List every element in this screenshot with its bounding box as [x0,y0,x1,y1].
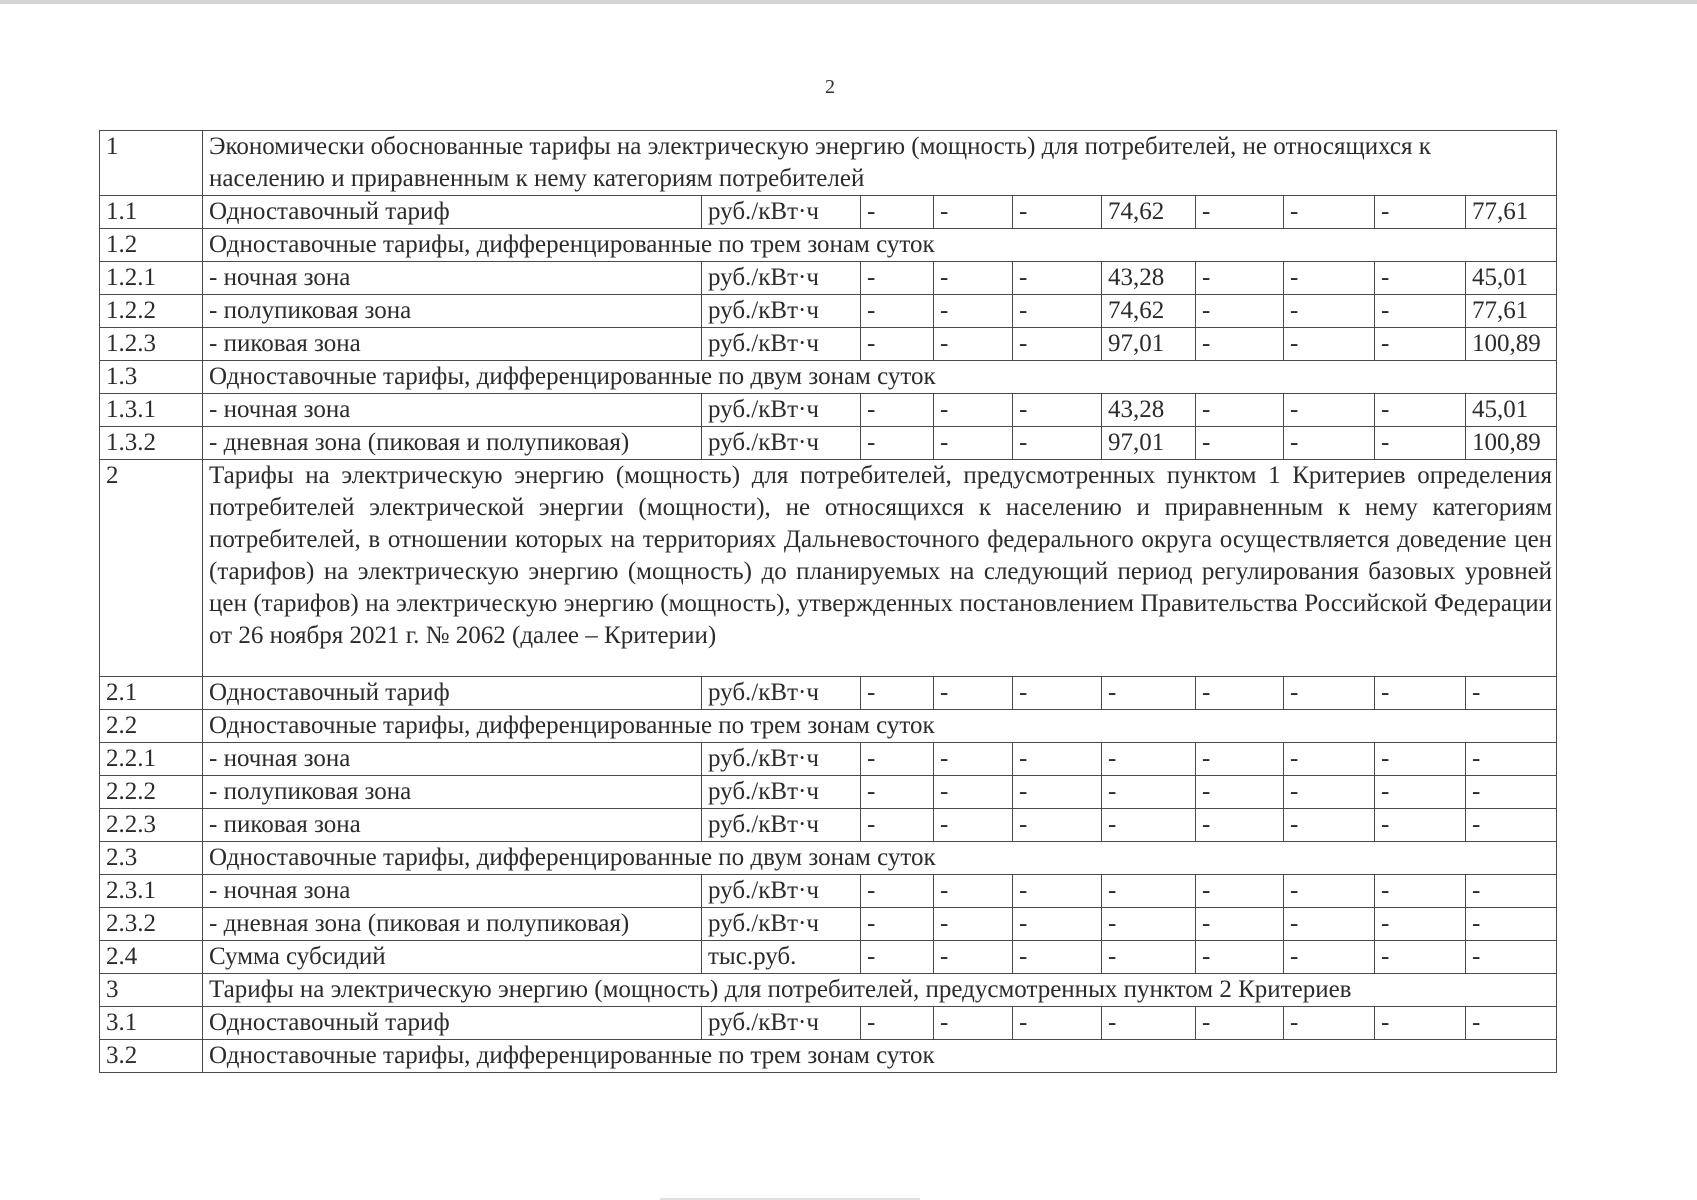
data-row [100,908,1557,941]
value-cell: - [1284,809,1375,842]
value-cell: - [934,328,1013,361]
value-cell: 97,01 [1102,328,1196,361]
value-cell: - [1102,941,1196,974]
value-cell: - [934,262,1013,295]
value-cell: - [1196,677,1284,710]
value-cell: - [1375,809,1466,842]
value-cell: - [934,743,1013,776]
value-cell: 43,28 [1102,394,1196,427]
row-number-cell: 1.2.2 [100,295,203,328]
row-number-cell: 2.1 [100,677,203,710]
value-cell: - [1284,196,1375,229]
value-cell: - [1196,328,1284,361]
value-cell: - [1466,776,1557,809]
value-cell: - [1196,262,1284,295]
value-cell: - [1466,743,1557,776]
value-cell: - [934,1007,1013,1040]
value-cell: - [934,776,1013,809]
value-cell: - [861,328,934,361]
value-cell: - [1013,743,1102,776]
section-heading-cell: Одноставочные тарифы, дифференцированные по двум зонам суток [203,361,1557,394]
value-cell: - [1284,394,1375,427]
row-number-cell: 2.2.3 [100,809,203,842]
value-cell: - [1196,196,1284,229]
data-row [100,941,1557,974]
value-cell: - [1196,394,1284,427]
row-number-cell: 1 [100,131,203,196]
value-cell: - [1466,677,1557,710]
value-cell: - [1196,776,1284,809]
value-cell: - [1375,1007,1466,1040]
value-cell: - [1284,776,1375,809]
row-number-cell: 3 [100,974,203,1007]
value-cell: - [1102,1007,1196,1040]
unit-cell: руб./кВт·ч [702,196,861,229]
tariff-name-cell: - ночная зона [203,394,702,427]
section-row [100,131,1557,196]
value-cell: - [861,427,934,460]
unit-cell: руб./кВт·ч [702,875,861,908]
row-number-cell: 1.2.3 [100,328,203,361]
value-cell: - [1284,875,1375,908]
value-cell: - [1013,427,1102,460]
section-row [100,974,1557,1007]
row-number-cell: 3.1 [100,1007,203,1040]
data-row [100,743,1557,776]
value-cell: - [1466,809,1557,842]
value-cell: - [1013,328,1102,361]
row-number-cell: 2.3.2 [100,908,203,941]
value-cell: - [1284,427,1375,460]
tariff-name-cell: - пиковая зона [203,809,702,842]
value-cell: - [1196,295,1284,328]
tariff-name-cell: - ночная зона [203,262,702,295]
value-cell: - [934,394,1013,427]
unit-cell: руб./кВт·ч [702,809,861,842]
data-row [100,677,1557,710]
unit-cell: руб./кВт·ч [702,776,861,809]
value-cell: - [861,394,934,427]
value-cell: - [1013,295,1102,328]
unit-cell: руб./кВт·ч [702,743,861,776]
value-cell: 77,61 [1466,196,1557,229]
unit-cell: руб./кВт·ч [702,295,861,328]
value-cell: - [934,427,1013,460]
value-cell: - [1375,941,1466,974]
value-cell: - [1375,196,1466,229]
value-cell: - [1196,908,1284,941]
value-cell: - [1375,262,1466,295]
row-number-cell: 2.3 [100,842,203,875]
value-cell: - [1284,743,1375,776]
value-cell: - [1284,328,1375,361]
value-cell: 97,01 [1102,427,1196,460]
value-cell: - [1284,941,1375,974]
value-cell: - [861,875,934,908]
tariff-name-cell: - дневная зона (пиковая и полупиковая) [203,427,702,460]
value-cell: - [1013,677,1102,710]
tariff-name-cell: - пиковая зона [203,328,702,361]
tariff-name-cell: - ночная зона [203,743,702,776]
tariff-table-body [100,131,1557,1073]
value-cell: 77,61 [1466,295,1557,328]
value-cell: - [1013,809,1102,842]
row-number-cell: 1.3 [100,361,203,394]
tariff-name-cell: - ночная зона [203,875,702,908]
value-cell: - [861,196,934,229]
unit-cell: руб./кВт·ч [702,262,861,295]
tariff-name-cell: - полупиковая зона [203,776,702,809]
value-cell: - [934,809,1013,842]
tariff-name-cell: - полупиковая зона [203,295,702,328]
data-row [100,328,1557,361]
section-row [100,1040,1557,1073]
tariff-name-cell: Одноставочный тариф [203,677,702,710]
value-cell: - [1013,196,1102,229]
value-cell: - [1466,941,1557,974]
value-cell: - [861,1007,934,1040]
value-cell: - [861,776,934,809]
value-cell: - [1375,677,1466,710]
value-cell: - [934,908,1013,941]
row-number-cell: 2.2.2 [100,776,203,809]
value-cell: - [861,908,934,941]
row-number-cell: 2.2 [100,710,203,743]
value-cell: - [934,677,1013,710]
value-cell: - [934,295,1013,328]
value-cell: 45,01 [1466,394,1557,427]
value-cell: 74,62 [1102,196,1196,229]
section-row [100,842,1557,875]
value-cell: - [1013,908,1102,941]
data-row [100,776,1557,809]
tariff-table [99,130,1557,1073]
tariff-name-cell: - дневная зона (пиковая и полупиковая) [203,908,702,941]
value-cell: - [1013,262,1102,295]
value-cell: - [1102,776,1196,809]
tariff-name-cell: Сумма субсидий [203,941,702,974]
unit-cell: руб./кВт·ч [702,394,861,427]
value-cell: - [1375,743,1466,776]
value-cell: - [1466,908,1557,941]
row-number-cell: 3.2 [100,1040,203,1073]
value-cell: - [1013,875,1102,908]
scan-top-edge [0,0,1697,4]
value-cell: - [1375,776,1466,809]
data-row [100,295,1557,328]
data-row [100,196,1557,229]
row-number-cell: 1.3.1 [100,394,203,427]
value-cell: - [1196,875,1284,908]
page-number: 2 [825,76,835,98]
section-row [100,229,1557,262]
data-row [100,1007,1557,1040]
section-heading-cell: Одноставочные тарифы, дифференцированные по трем зонам суток [203,229,1557,262]
value-cell: - [1102,809,1196,842]
value-cell: - [1466,1007,1557,1040]
row-number-cell: 2 [100,460,203,677]
value-cell: - [1013,394,1102,427]
value-cell: - [1196,427,1284,460]
unit-cell: руб./кВт·ч [702,908,861,941]
value-cell: - [1102,908,1196,941]
value-cell: - [1284,295,1375,328]
value-cell: - [861,941,934,974]
value-cell: - [1013,1007,1102,1040]
value-cell: 43,28 [1102,262,1196,295]
value-cell: - [861,677,934,710]
value-cell: - [1284,262,1375,295]
unit-cell: руб./кВт·ч [702,328,861,361]
value-cell: - [1284,1007,1375,1040]
value-cell: - [861,743,934,776]
unit-cell: тыс.руб. [702,941,861,974]
unit-cell: руб./кВт·ч [702,1007,861,1040]
section-row [100,710,1557,743]
value-cell: 45,01 [1466,262,1557,295]
value-cell: - [1375,875,1466,908]
section-row [100,361,1557,394]
value-cell: - [1196,941,1284,974]
value-cell: - [934,941,1013,974]
value-cell: - [1196,1007,1284,1040]
section-heading-cell: Одноставочные тарифы, дифференцированные по двум зонам суток [203,842,1557,875]
row-number-cell: 2.2.1 [100,743,203,776]
value-cell: - [1013,941,1102,974]
value-cell: - [1284,908,1375,941]
value-cell: - [861,262,934,295]
row-number-cell: 1.2.1 [100,262,203,295]
section-heading-cell: Одноставочные тарифы, дифференцированные по трем зонам суток [203,1040,1557,1073]
value-cell: - [934,875,1013,908]
value-cell: 100,89 [1466,427,1557,460]
value-cell: - [861,809,934,842]
section-heading-cell: Одноставочные тарифы, дифференцированные по трем зонам суток [203,710,1557,743]
value-cell: - [1102,677,1196,710]
data-row [100,809,1557,842]
value-cell: - [1013,776,1102,809]
unit-cell: руб./кВт·ч [702,427,861,460]
section-heading-cell: Тарифы на электрическую энергию (мощность) для потребителей, предусмотренных пунктом 2 Критериев [203,974,1557,1007]
value-cell: - [1284,677,1375,710]
value-cell: 74,62 [1102,295,1196,328]
value-cell: - [1196,809,1284,842]
data-row [100,875,1557,908]
value-cell: - [1375,908,1466,941]
row-number-cell: 2.3.1 [100,875,203,908]
data-row [100,427,1557,460]
section-heading-cell: Тарифы на электрическую энергию (мощность) для потребителей, предусмотренных пунктом 1 Критериев определения потребителей электрической энергии (мощности), не относящихся к населению и приравненным к нему категориям потребителей, в отношении которых на территориях Дальневосточного федерального округа осуществляется доведение цен (тарифов) на электрическую энергию (мощность) до планируемых на следующий период регулирования базовых уровней цен (тарифов) на электрическую энергию (мощность), утвержденных постановлением Правительства Российской Федерации от 26 ноября 2021 г. № 2062 (далее – Критерии) [203,460,1557,677]
tariff-name-cell: Одноставочный тариф [203,196,702,229]
section-heading-cell: Экономически обоснованные тарифы на электрическую энергию (мощность) для потребителей, не относящихся к населению и приравненным к нему категориям потребителей [203,131,1557,196]
value-cell: - [934,196,1013,229]
unit-cell: руб./кВт·ч [702,677,861,710]
value-cell: - [861,295,934,328]
data-row [100,394,1557,427]
row-number-cell: 1.1 [100,196,203,229]
value-cell: 100,89 [1466,328,1557,361]
row-number-cell: 2.4 [100,941,203,974]
value-cell: - [1196,743,1284,776]
tariff-name-cell: Одноставочный тариф [203,1007,702,1040]
value-cell: - [1375,394,1466,427]
value-cell: - [1466,875,1557,908]
section-row [100,460,1557,677]
value-cell: - [1102,743,1196,776]
value-cell: - [1375,427,1466,460]
value-cell: - [1102,875,1196,908]
value-cell: - [1375,295,1466,328]
data-row [100,262,1557,295]
value-cell: - [1375,328,1466,361]
row-number-cell: 1.3.2 [100,427,203,460]
row-number-cell: 1.2 [100,229,203,262]
